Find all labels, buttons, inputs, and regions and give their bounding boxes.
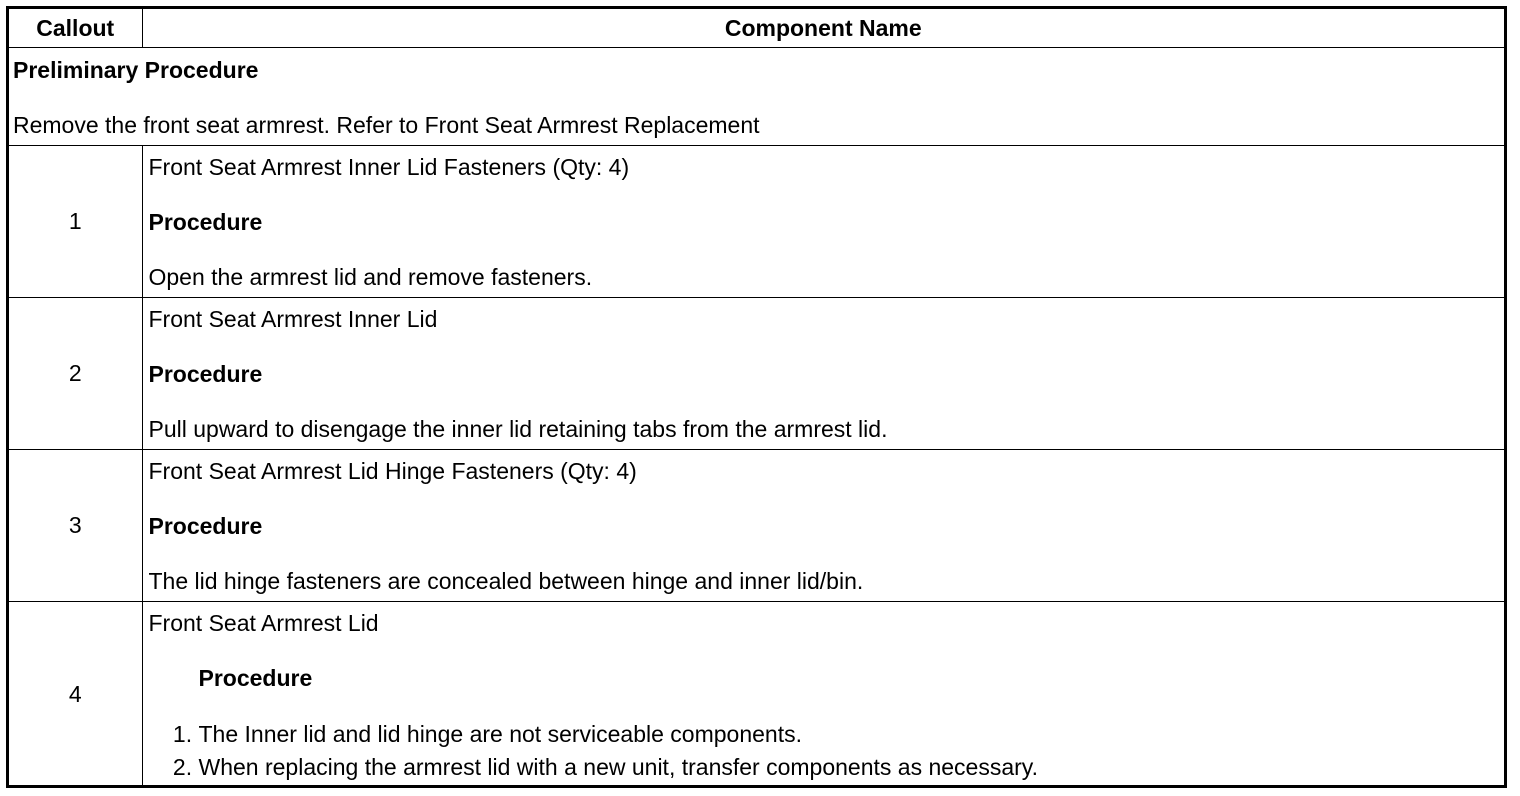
table-header-row bbox=[9, 9, 1504, 48]
procedure-steps-list bbox=[149, 718, 1499, 784]
component-name: Front Seat Armrest Inner Lid bbox=[148, 306, 438, 332]
procedure-label: Procedure bbox=[198, 665, 313, 691]
component-cell bbox=[142, 146, 1504, 298]
table-row bbox=[9, 298, 1504, 450]
component-name: Front Seat Armrest Lid bbox=[148, 610, 379, 636]
callout-number: 2 bbox=[9, 298, 142, 450]
callout-number: 1 bbox=[9, 146, 142, 298]
procedure-text: The lid hinge fasteners are concealed between hinge and inner lid/bin. bbox=[148, 568, 864, 594]
procedure-text: Pull upward to disengage the inner lid retaining tabs from the armrest lid. bbox=[148, 416, 888, 442]
preliminary-row bbox=[9, 48, 1504, 146]
callout-number: 3 bbox=[9, 450, 142, 602]
preliminary-text: Remove the front seat armrest. Refer to Front Seat Armrest Replacement bbox=[13, 112, 760, 138]
procedure-label: Procedure bbox=[148, 209, 263, 235]
component-cell bbox=[142, 450, 1504, 602]
callout-number: 4 bbox=[9, 602, 142, 788]
component-name: Front Seat Armrest Lid Hinge Fasteners (Qty: 4) bbox=[148, 458, 637, 484]
table-row bbox=[9, 450, 1504, 602]
preliminary-title: Preliminary Procedure bbox=[13, 57, 259, 83]
procedure-step: 2. When replacing the armrest lid with a new unit, transfer components as necessary. bbox=[199, 751, 1499, 784]
component-name-header: Component Name bbox=[142, 9, 1504, 48]
procedure-label: Procedure bbox=[148, 361, 263, 387]
component-name: Front Seat Armrest Inner Lid Fasteners (Qty: 4) bbox=[148, 154, 630, 180]
procedure-table-frame bbox=[6, 6, 1507, 788]
preliminary-cell bbox=[9, 48, 1504, 146]
table-row bbox=[9, 146, 1504, 298]
procedure-text: Open the armrest lid and remove fasteners. bbox=[148, 264, 593, 290]
table-row bbox=[9, 602, 1504, 788]
procedure-label: Procedure bbox=[148, 513, 263, 539]
callout-header: Callout bbox=[9, 9, 142, 48]
procedure-step: 1. The Inner lid and lid hinge are not serviceable components. bbox=[199, 718, 1499, 751]
procedure-table bbox=[9, 9, 1504, 788]
component-cell bbox=[142, 602, 1504, 788]
component-cell bbox=[142, 298, 1504, 450]
